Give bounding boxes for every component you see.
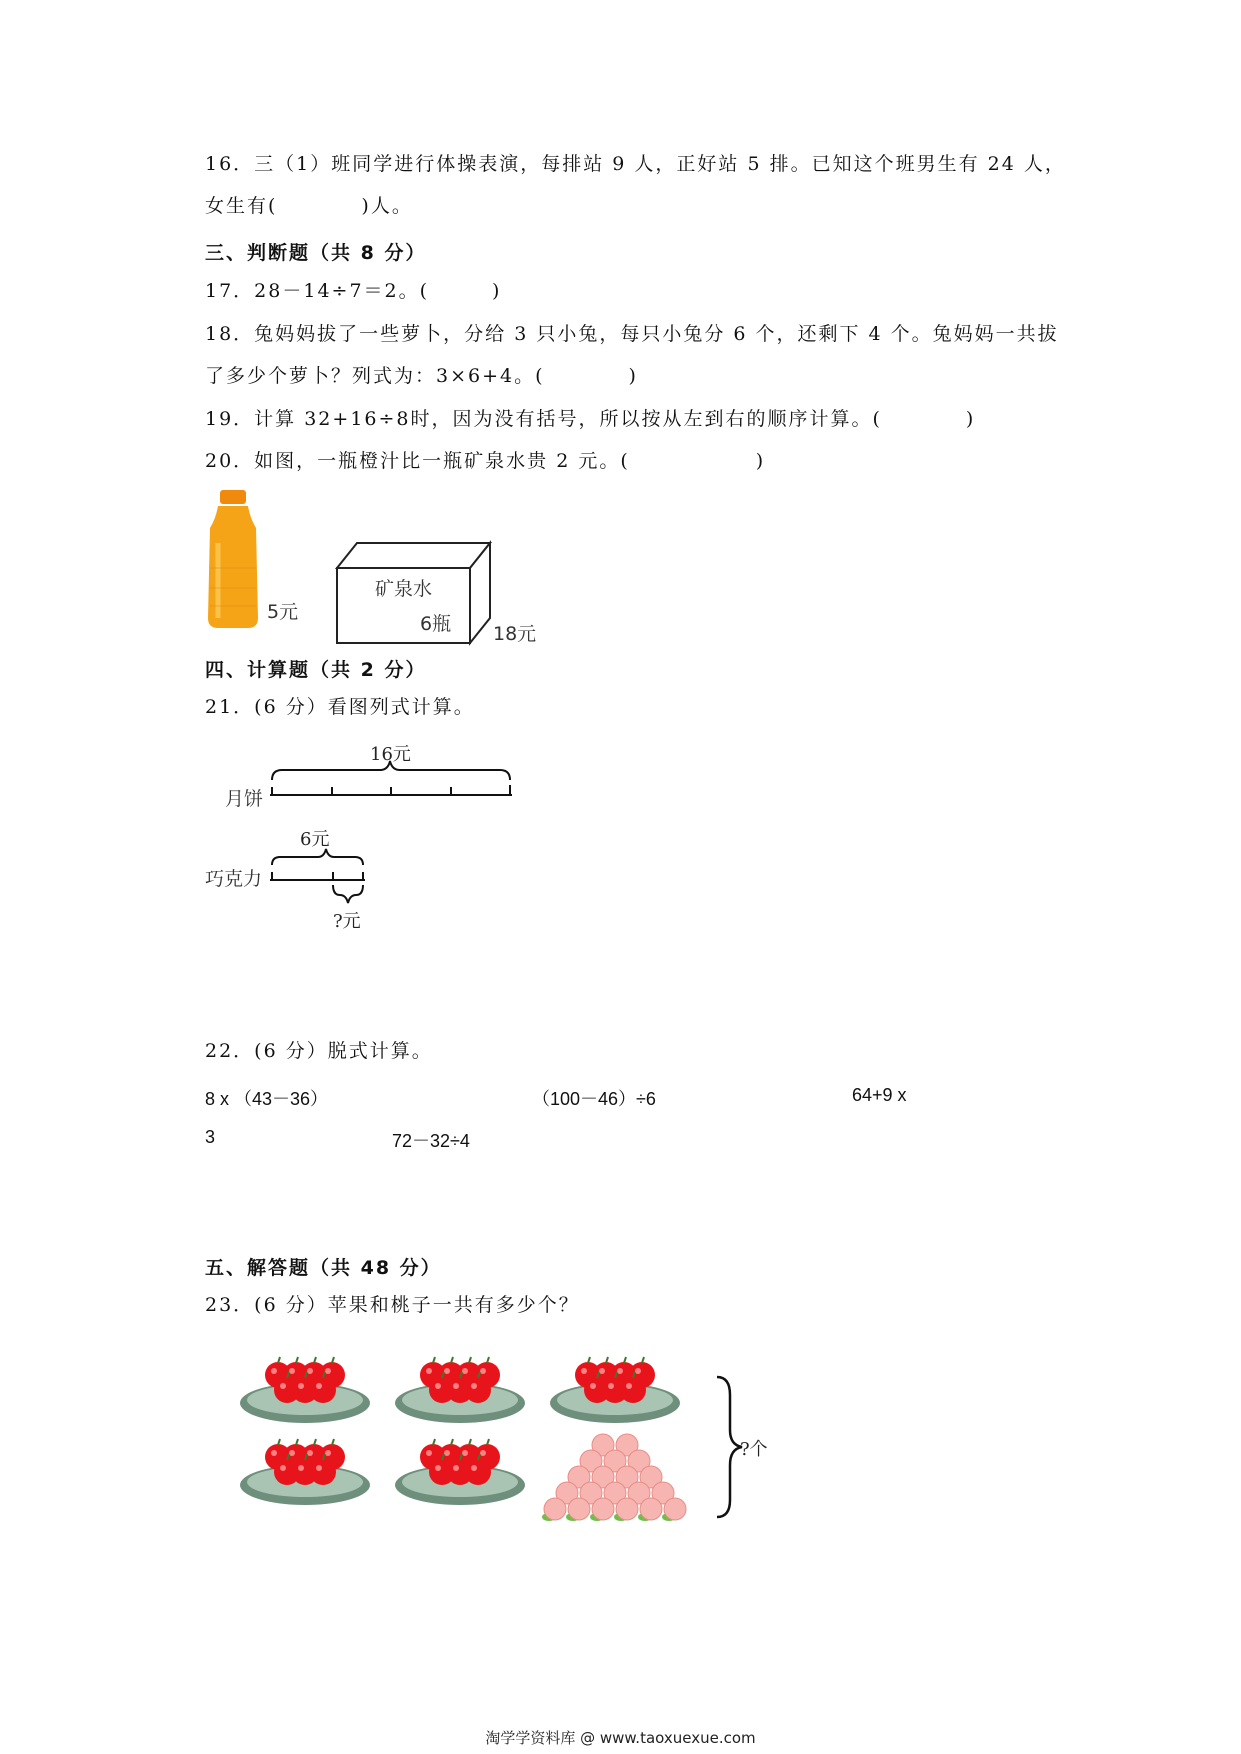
q18-line2: 了多少个萝卜？列式为：3×6+4。( ) — [205, 365, 638, 387]
q18-line1: 18．兔妈妈拔了一些萝卜，分给 3 只小兔，每只小兔分 6 个，还剩下 4 个。兔妈妈一共拔 — [205, 323, 1059, 345]
q22-expr2: （100－46）÷6 — [532, 1089, 656, 1109]
peach-icon — [542, 1498, 566, 1521]
q23-question: ?个 — [740, 1439, 768, 1460]
figure-21 — [200, 735, 530, 940]
section3-title: 三、判断题（共 8 分） — [205, 242, 427, 264]
figure-20 — [200, 488, 550, 645]
chocolate-label: 巧克力 — [205, 868, 263, 890]
q21-question: ?元 — [333, 911, 361, 932]
q23-text: 23．(6 分）苹果和桃子一共有多少个？ — [205, 1294, 580, 1316]
mooncake-total: 16元 — [370, 744, 411, 765]
q22-expr4: 72－32÷4 — [392, 1131, 470, 1151]
q19: 19．计算 32+16÷8时，因为没有括号，所以按从左到右的顺序计算。( ) — [205, 408, 976, 430]
box-price: 18元 — [493, 623, 537, 645]
q16-line2: 女生有( )人。 — [205, 195, 413, 217]
q17: 17．28－14÷7＝2。( ) — [205, 280, 502, 302]
q22-expr3: 64+9 x — [852, 1085, 907, 1105]
q21-text: 21．(6 分）看图列式计算。 — [205, 696, 475, 718]
q20: 20．如图，一瓶橙汁比一瓶矿泉水贵 2 元。( ) — [205, 450, 766, 472]
section4-title: 四、计算题（共 2 分） — [205, 659, 427, 681]
juice-price: 5元 — [267, 601, 299, 623]
section5-title: 五、解答题（共 48 分） — [205, 1257, 442, 1279]
chocolate-total: 6元 — [300, 829, 330, 850]
q22-expr3-cont: 3 — [205, 1127, 216, 1147]
juice-bottle-icon — [208, 490, 258, 628]
mooncake-label: 月饼 — [225, 788, 264, 810]
q22-text: 22．(6 分）脱式计算。 — [205, 1040, 433, 1062]
figure-23 — [230, 1345, 790, 1535]
box-count: 6瓶 — [420, 613, 452, 635]
q16-line1: 16．三（1）班同学进行体操表演，每排站 9 人，正好站 5 排。已知这个班男生有 24 人， — [205, 153, 1066, 175]
box-label: 矿泉水 — [375, 578, 433, 600]
footer: 淘学学资料库 @ www.taoxuexue.com — [485, 1729, 756, 1747]
q22-expr1: 8 x （43－36） — [205, 1089, 329, 1109]
